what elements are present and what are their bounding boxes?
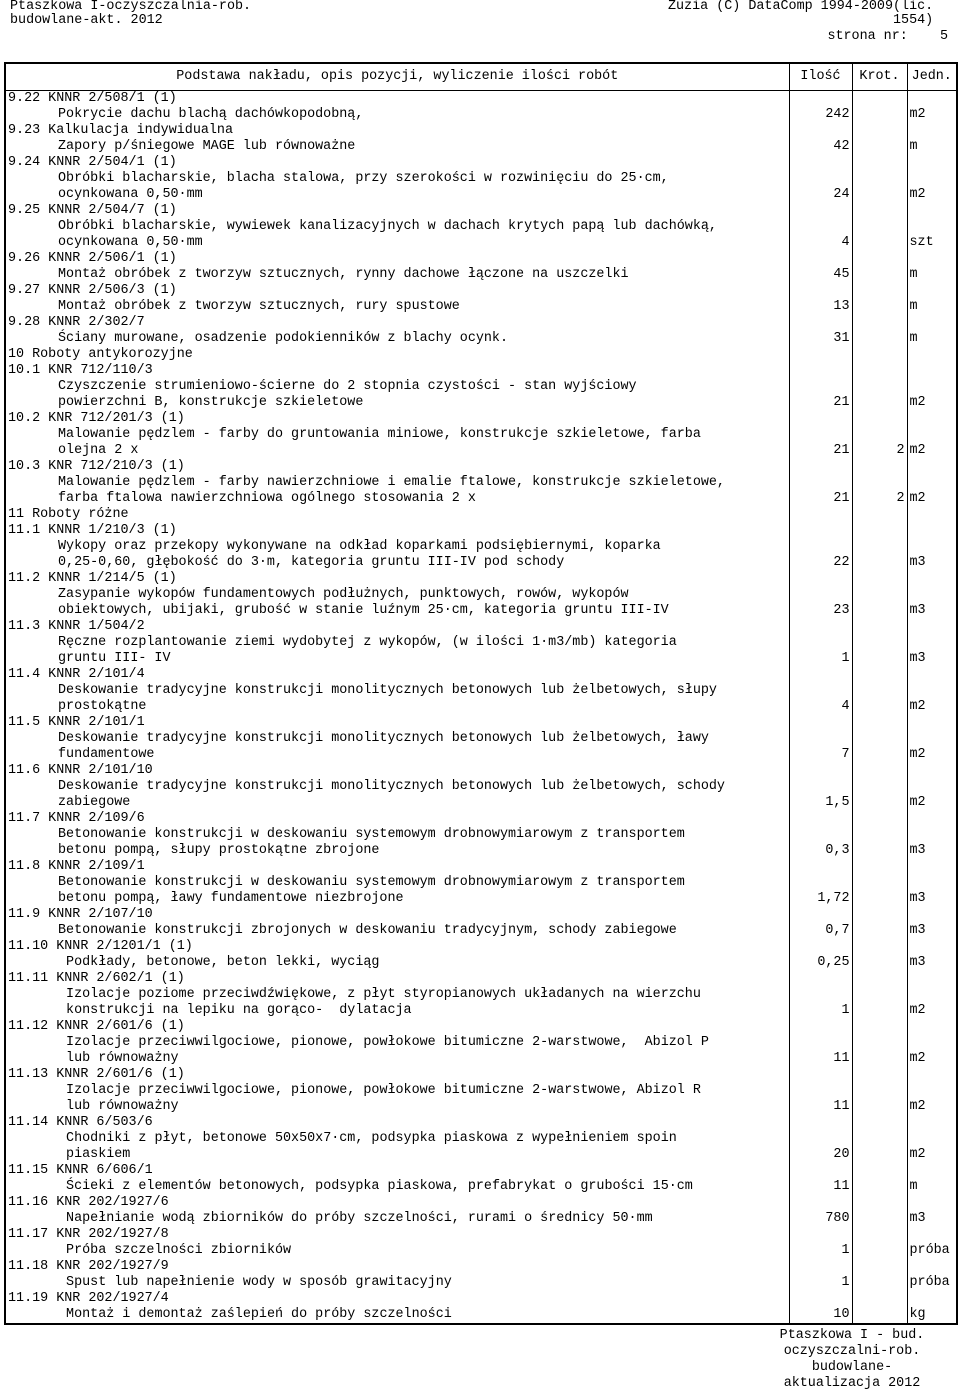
position-number: 11.18 KNR 202/1927/9 bbox=[8, 1259, 169, 1274]
table-row bbox=[5, 155, 957, 203]
column-header-multiplier: Krot. bbox=[852, 63, 907, 91]
multiplier-cell bbox=[852, 1291, 907, 1324]
multiplier-cell bbox=[852, 203, 907, 251]
description-cell bbox=[5, 1195, 789, 1227]
table-row bbox=[5, 1291, 957, 1324]
position-number: 11.12 KNNR 2/601/6 (1) bbox=[8, 1019, 185, 1034]
footer-line1: Ptaszkowa I - bud. bbox=[779, 1328, 925, 1343]
description-cell bbox=[5, 571, 789, 619]
unit-cell: m2 bbox=[907, 1067, 957, 1115]
description-cell bbox=[5, 459, 789, 507]
multiplier-cell bbox=[852, 1019, 907, 1067]
description-cell bbox=[5, 1227, 789, 1259]
position-number: 11.17 KNR 202/1927/8 bbox=[8, 1227, 169, 1242]
table-row bbox=[5, 971, 957, 1019]
multiplier-cell bbox=[852, 907, 907, 939]
description-cell bbox=[5, 1259, 789, 1291]
quantity-cell: 4 bbox=[789, 203, 852, 251]
section-title: 11 Roboty różne bbox=[8, 507, 129, 522]
position-description: Napełnianie wodą zbiorników do próby szczelności, rurami o średnicy 50·mm bbox=[58, 1211, 653, 1226]
quantity-cell bbox=[789, 507, 852, 523]
position-description: Zapory p/śniegowe MAGE lub równoważne bbox=[58, 139, 356, 154]
position-number: 9.27 KNNR 2/506/3 (1) bbox=[8, 283, 177, 298]
position-description: Spust lub napełnienie wody w sposób grawitacyjny bbox=[58, 1275, 452, 1290]
position-description: Montaż obróbek z tworzyw sztucznych, rury spustowe bbox=[58, 299, 460, 314]
description-cell bbox=[5, 523, 789, 571]
quantity-cell: 11 bbox=[789, 1019, 852, 1067]
multiplier-cell bbox=[852, 859, 907, 907]
position-number: 11.8 KNNR 2/109/1 bbox=[8, 859, 145, 874]
unit-cell: m3 bbox=[907, 571, 957, 619]
quantity-cell: 20 bbox=[789, 1115, 852, 1163]
description-cell bbox=[5, 1291, 789, 1324]
position-number: 11.1 KNNR 1/210/3 (1) bbox=[8, 523, 177, 538]
quantity-cell: 13 bbox=[789, 283, 852, 315]
quantity-cell: 11 bbox=[789, 1067, 852, 1115]
position-number: 11.5 KNNR 2/101/1 bbox=[8, 715, 145, 730]
footer bbox=[752, 1328, 952, 1392]
position-number: 9.22 KNNR 2/508/1 (1) bbox=[8, 91, 177, 106]
table-row bbox=[5, 1067, 957, 1115]
table-row bbox=[5, 619, 957, 667]
header-center-line1: Zuzia (C) DataComp 1994-2009(lic. bbox=[668, 0, 934, 14]
unit-cell: m2 bbox=[907, 155, 957, 203]
unit-cell: próba bbox=[907, 1227, 957, 1259]
position-description: Izolacje przeciwwilgociowe, pionowe, powłokowe bitumiczne 2-warstwowe, Abizol P lub równoważny bbox=[66, 1035, 709, 1066]
description-cell bbox=[5, 1067, 789, 1115]
table-row bbox=[5, 1019, 957, 1067]
quantity-cell: 0,25 bbox=[789, 939, 852, 971]
quantity-cell: 31 bbox=[789, 315, 852, 347]
description-cell bbox=[5, 283, 789, 315]
header-left-line2: budowlane-akt. 2012 bbox=[10, 13, 163, 28]
quantity-cell: 0,3 bbox=[789, 811, 852, 859]
multiplier-cell bbox=[852, 283, 907, 315]
multiplier-cell bbox=[852, 1163, 907, 1195]
description-cell bbox=[5, 715, 789, 763]
unit-cell bbox=[907, 507, 957, 523]
position-description: Podkłady, betonowe, beton lekki, wyciąg bbox=[58, 955, 380, 970]
multiplier-cell bbox=[852, 507, 907, 523]
unit-cell: m3 bbox=[907, 1195, 957, 1227]
quantity-cell: 1,72 bbox=[789, 859, 852, 907]
section-title: 10 Roboty antykorozyjne bbox=[8, 347, 193, 362]
position-description: Montaż i demontaż zaślepień do próby szczelności bbox=[58, 1307, 452, 1322]
multiplier-cell bbox=[852, 1259, 907, 1291]
description-cell bbox=[5, 363, 789, 411]
position-description: Obróbki blacharskie, wywiewek kanalizacyjnych w dachach krytych papą lub dachówką, ocynkowana 0,50·mm bbox=[58, 219, 717, 250]
position-description: Próba szczelności zbiorników bbox=[58, 1243, 292, 1258]
unit-cell: m2 bbox=[907, 667, 957, 715]
unit-cell: m3 bbox=[907, 859, 957, 907]
multiplier-cell bbox=[852, 155, 907, 203]
description-cell bbox=[5, 667, 789, 715]
column-header-unit: Jedn. bbox=[907, 63, 957, 91]
position-description: Zasypanie wykopów fundamentowych podłużnych, punktowych, rowów, wykopów obiektowych, ubijaki, grubość w stanie luźnym 25·cm, kategoria gruntu III-IV bbox=[58, 587, 669, 618]
table-row bbox=[5, 283, 957, 315]
quantity-cell: 1 bbox=[789, 619, 852, 667]
position-number: 11.13 KNNR 2/601/6 (1) bbox=[8, 1067, 185, 1082]
position-description: Pokrycie dachu blachą dachówkopodobną, bbox=[58, 107, 364, 122]
table-row bbox=[5, 251, 957, 283]
position-description: Ściany murowane, osadzenie podokienników z blachy ocynk. bbox=[58, 331, 508, 346]
description-cell bbox=[5, 907, 789, 939]
description-cell bbox=[5, 155, 789, 203]
position-number: 11.11 KNNR 2/602/1 (1) bbox=[8, 971, 185, 986]
quantity-cell: 21 bbox=[789, 411, 852, 459]
quantity-cell: 1 bbox=[789, 1259, 852, 1291]
multiplier-cell bbox=[852, 347, 907, 363]
table-row bbox=[5, 1195, 957, 1227]
quantity-cell: 0,7 bbox=[789, 907, 852, 939]
position-description: Betonowanie konstrukcji zbrojonych w deskowaniu tradycyjnym, schody zabiegowe bbox=[58, 923, 677, 938]
table-row bbox=[5, 1259, 957, 1291]
unit-cell: m3 bbox=[907, 523, 957, 571]
multiplier-cell: 2 bbox=[852, 411, 907, 459]
position-description: Izolacje poziome przeciwdźwiękowe, z płyt styropianowych układanych na wierzchu konstrukcji na lepiku na gorąco- dylatacja bbox=[66, 987, 701, 1018]
multiplier-cell bbox=[852, 811, 907, 859]
header-left bbox=[10, 0, 251, 28]
table-row bbox=[5, 411, 957, 459]
table-row bbox=[5, 203, 957, 251]
footer-line3: aktualizacja 2012 bbox=[783, 1376, 921, 1391]
multiplier-cell bbox=[852, 315, 907, 347]
quantity-cell: 242 bbox=[789, 91, 852, 124]
position-description: Malowanie pędzlem - farby do gruntowania miniowe, konstrukcje szkieletowe, farba olejna 2 x bbox=[58, 427, 701, 458]
description-cell bbox=[5, 971, 789, 1019]
multiplier-cell bbox=[852, 123, 907, 155]
unit-cell: szt bbox=[907, 203, 957, 251]
position-description: Betonowanie konstrukcji w deskowaniu systemowym drobnowymiarowym z transportem betonu pompą, ławy fundamentowe niezbrojone bbox=[58, 875, 685, 906]
page-number: 5 bbox=[939, 29, 948, 44]
page-label: strona nr: bbox=[827, 29, 908, 44]
table-row bbox=[5, 907, 957, 939]
position-description: Obróbki blacharskie, blacha stalowa, przy szerokości w rozwinięciu do 25·cm, ocynkowana 0,50·mm bbox=[58, 171, 669, 202]
multiplier-cell bbox=[852, 667, 907, 715]
description-cell bbox=[5, 123, 789, 155]
quantity-cell: 4 bbox=[789, 667, 852, 715]
position-number: 9.24 KNNR 2/504/1 (1) bbox=[8, 155, 177, 170]
position-description: Wykopy oraz przekopy wykonywane na odkład koparkami podsiębiernymi, koparka 0,25-0,60, głębokość do 3·m, kategoria gruntu III-IV pod schody bbox=[58, 539, 661, 570]
position-number: 11.15 KNNR 6/606/1 bbox=[8, 1163, 153, 1178]
header-center-line2: 1554) bbox=[893, 13, 934, 28]
position-description: Chodniki z płyt, betonowe 50x50x7·cm, podsypka piaskowa z wypełnieniem spoin piaskiem bbox=[66, 1131, 677, 1162]
quantity-cell: 24 bbox=[789, 155, 852, 203]
position-number: 11.2 KNNR 1/214/5 (1) bbox=[8, 571, 177, 586]
section-row bbox=[5, 507, 957, 523]
position-number: 9.26 KNNR 2/506/1 (1) bbox=[8, 251, 177, 266]
position-number: 9.23 Kalkulacja indywidualna bbox=[8, 123, 233, 138]
position-number: 10.2 KNR 712/201/3 (1) bbox=[8, 411, 185, 426]
position-number: 9.28 KNNR 2/302/7 bbox=[8, 315, 145, 330]
table-row bbox=[5, 523, 957, 571]
table-row bbox=[5, 811, 957, 859]
table-row bbox=[5, 363, 957, 411]
column-header-quantity: Ilość bbox=[789, 63, 852, 91]
description-cell bbox=[5, 859, 789, 907]
position-number: 11.19 KNR 202/1927/4 bbox=[8, 1291, 169, 1306]
position-number: 10.1 KNR 712/110/3 bbox=[8, 363, 153, 378]
position-description: Izolacje przeciwwilgociowe, pionowe, powłokowe bitumiczne 2-warstwowe, Abizol R lub równoważny bbox=[66, 1083, 701, 1114]
table-row bbox=[5, 939, 957, 971]
unit-cell: m3 bbox=[907, 907, 957, 939]
table-row bbox=[5, 715, 957, 763]
position-number: 11.9 KNNR 2/107/10 bbox=[8, 907, 153, 922]
multiplier-cell bbox=[852, 715, 907, 763]
quantity-cell: 11 bbox=[789, 1163, 852, 1195]
header-center bbox=[668, 0, 933, 28]
quantity-cell: 7 bbox=[789, 715, 852, 763]
footer-line2: oczyszczalni-rob. budowlane- bbox=[783, 1344, 921, 1375]
unit-cell: m2 bbox=[907, 91, 957, 124]
position-number: 11.16 KNR 202/1927/6 bbox=[8, 1195, 169, 1210]
description-cell bbox=[5, 811, 789, 859]
description-cell bbox=[5, 315, 789, 347]
position-description: Deskowanie tradycyjne konstrukcji monolitycznych betonowych lub żelbetowych, ławy fundamentowe bbox=[58, 731, 709, 762]
unit-cell: m3 bbox=[907, 619, 957, 667]
unit-cell: m2 bbox=[907, 763, 957, 811]
quantity-cell: 42 bbox=[789, 123, 852, 155]
unit-cell: m2 bbox=[907, 459, 957, 507]
table-row bbox=[5, 91, 957, 124]
position-number: 11.4 KNNR 2/101/4 bbox=[8, 667, 145, 682]
table-header-row bbox=[5, 63, 957, 91]
position-number: 11.10 KNNR 2/1201/1 (1) bbox=[8, 939, 193, 954]
description-cell bbox=[5, 939, 789, 971]
quantity-cell: 22 bbox=[789, 523, 852, 571]
table-row bbox=[5, 459, 957, 507]
position-number: 10.3 KNR 712/210/3 (1) bbox=[8, 459, 185, 474]
description-cell bbox=[5, 91, 789, 124]
unit-cell: m2 bbox=[907, 363, 957, 411]
position-description: Deskowanie tradycyjne konstrukcji monolitycznych betonowych lub żelbetowych, schody zabiegowe bbox=[58, 779, 725, 810]
multiplier-cell bbox=[852, 1067, 907, 1115]
description-cell bbox=[5, 1019, 789, 1067]
position-number: 11.14 KNNR 6/503/6 bbox=[8, 1115, 153, 1130]
multiplier-cell bbox=[852, 971, 907, 1019]
section-row bbox=[5, 347, 957, 363]
unit-cell: m bbox=[907, 283, 957, 315]
position-description: Ręczne rozplantowanie ziemi wydobytej z wykopów, (w ilości 1·m3/mb) kategoria gruntu III- IV bbox=[58, 635, 677, 666]
table-row bbox=[5, 315, 957, 347]
description-cell bbox=[5, 411, 789, 459]
position-number: 9.25 KNNR 2/504/7 (1) bbox=[8, 203, 177, 218]
position-description: Ścieki z elementów betonowych, podsypka piaskowa, prefabrykat o grubości 15·cm bbox=[58, 1179, 693, 1194]
multiplier-cell bbox=[852, 91, 907, 124]
position-description: Betonowanie konstrukcji w deskowaniu systemowym drobnowymiarowym z transportem betonu pompą, słupy prostokątne zbrojone bbox=[58, 827, 685, 858]
page-number-block bbox=[827, 30, 948, 44]
quantity-cell: 21 bbox=[789, 363, 852, 411]
quantity-cell: 10 bbox=[789, 1291, 852, 1324]
description-cell bbox=[5, 203, 789, 251]
quantity-cell bbox=[789, 347, 852, 363]
multiplier-cell bbox=[852, 619, 907, 667]
multiplier-cell bbox=[852, 1227, 907, 1259]
unit-cell: m2 bbox=[907, 715, 957, 763]
position-description: Malowanie pędzlem - farby nawierzchniowe i emalie ftalowe, konstrukcje szkieletowe, farba ftalowa nawierzchniowa ogólnego stosowania 2 x bbox=[58, 475, 725, 506]
unit-cell: m3 bbox=[907, 939, 957, 971]
position-description: Czyszczenie strumieniowo-ścierne do 2 stopnia czystości - stan wyjściowy powierzchni B, konstrukcje szkieletowe bbox=[58, 379, 637, 410]
unit-cell: m3 bbox=[907, 811, 957, 859]
quantity-cell: 21 bbox=[789, 459, 852, 507]
header-left-line1: Ptaszkowa I-oczyszczalnia-rob. bbox=[10, 0, 252, 14]
unit-cell: m bbox=[907, 123, 957, 155]
position-description: Montaż obróbek z tworzyw sztucznych, rynny dachowe łączone na uszczelki bbox=[58, 267, 629, 282]
quantity-cell: 780 bbox=[789, 1195, 852, 1227]
table-row bbox=[5, 1227, 957, 1259]
description-cell bbox=[5, 1115, 789, 1163]
unit-cell: m2 bbox=[907, 411, 957, 459]
multiplier-cell bbox=[852, 939, 907, 971]
unit-cell: m2 bbox=[907, 1115, 957, 1163]
multiplier-cell bbox=[852, 763, 907, 811]
multiplier-cell bbox=[852, 363, 907, 411]
unit-cell: m2 bbox=[907, 971, 957, 1019]
multiplier-cell bbox=[852, 251, 907, 283]
unit-cell bbox=[907, 347, 957, 363]
unit-cell: m bbox=[907, 315, 957, 347]
multiplier-cell: 2 bbox=[852, 459, 907, 507]
table-body bbox=[5, 91, 957, 1325]
table-row bbox=[5, 667, 957, 715]
quantity-cell: 45 bbox=[789, 251, 852, 283]
unit-cell: m2 bbox=[907, 1019, 957, 1067]
quantity-cell: 1 bbox=[789, 971, 852, 1019]
unit-cell: próba bbox=[907, 1259, 957, 1291]
unit-cell: m bbox=[907, 1163, 957, 1195]
table-row bbox=[5, 123, 957, 155]
multiplier-cell bbox=[852, 1195, 907, 1227]
column-header-description: Podstawa nakładu, opis pozycji, wyliczenie ilości robót bbox=[5, 63, 789, 91]
multiplier-cell bbox=[852, 523, 907, 571]
position-number: 11.7 KNNR 2/109/6 bbox=[8, 811, 145, 826]
table-row bbox=[5, 859, 957, 907]
description-cell bbox=[5, 763, 789, 811]
multiplier-cell bbox=[852, 1115, 907, 1163]
quantity-cell: 1,5 bbox=[789, 763, 852, 811]
table-row bbox=[5, 1115, 957, 1163]
quantity-cell: 23 bbox=[789, 571, 852, 619]
cost-estimate-table bbox=[4, 62, 958, 1325]
table-row bbox=[5, 763, 957, 811]
description-cell bbox=[5, 1163, 789, 1195]
table-row bbox=[5, 571, 957, 619]
multiplier-cell bbox=[852, 571, 907, 619]
position-description: Deskowanie tradycyjne konstrukcji monolitycznych betonowych lub żelbetowych, słupy prostokątne bbox=[58, 683, 717, 714]
position-number: 11.3 KNNR 1/504/2 bbox=[8, 619, 145, 634]
unit-cell: m bbox=[907, 251, 957, 283]
description-cell bbox=[5, 251, 789, 283]
description-cell bbox=[5, 619, 789, 667]
table-row bbox=[5, 1163, 957, 1195]
quantity-cell: 1 bbox=[789, 1227, 852, 1259]
position-number: 11.6 KNNR 2/101/10 bbox=[8, 763, 153, 778]
unit-cell: kg bbox=[907, 1291, 957, 1324]
